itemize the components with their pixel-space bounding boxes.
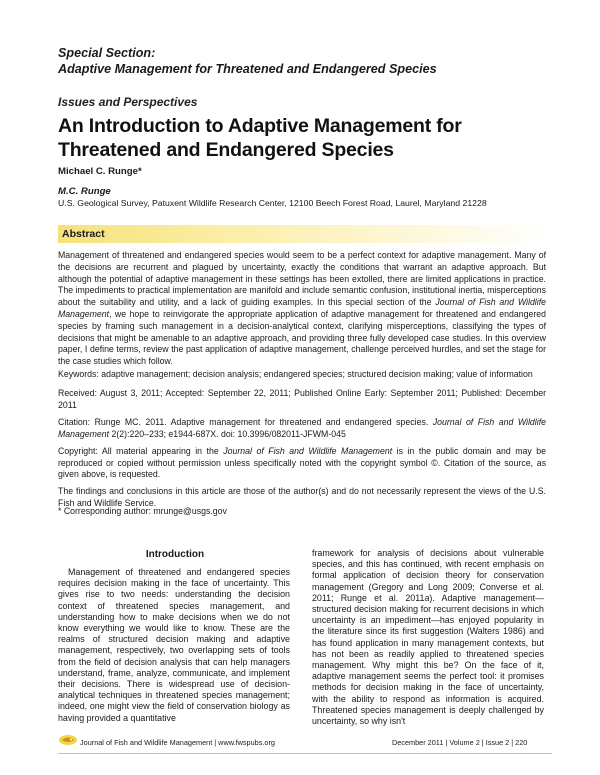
affiliation-address: U.S. Geological Survey, Patuxent Wildlife Research Center, 12100 Beech Forest Road, Laurel, Maryland 21228: [58, 198, 487, 208]
footer-journal: Journal of Fish and Wildlife Management | www.fwspubs.org: [80, 738, 275, 747]
affiliation-name: M.C. Runge: [58, 186, 111, 197]
intro-right-column: [312, 548, 544, 727]
article-category: Issues and Perspectives: [58, 95, 198, 109]
article-title: [58, 114, 558, 162]
author-name: Michael C. Runge*: [58, 166, 142, 177]
footer-issue: December 2011 | Volume 2 | Issue 2 | 220: [392, 738, 528, 747]
abstract-journal-name: Journal of Fish and Wildlife Management: [58, 297, 546, 319]
abstract-heading: Abstract: [62, 228, 105, 240]
citation: [58, 417, 546, 440]
journal-logo-icon: [58, 733, 78, 746]
citation-part-1: Citation: Runge MC. 2011. Adaptive management for threatened and endangered species.: [58, 417, 433, 427]
intro-left-column: Management of threatened and endangered species requires decision making in the face of uncertainty. This gives rise to two needs: understanding the decision context of threatened species management, and understanding how to make decisions when we do not know everything we would like to know. These are the realms of structured decision making and adaptive management, respectively, two overlapping sets of tools from the field of decision analysis that can help managers understand, frame, analyze, communicate, and implement their decisions. There is widespread use of decision-analytical techniques in threatened species management; indeed, one might view the field of conservation biology as having provided a quantitative: [58, 567, 290, 723]
introduction-heading: Introduction: [145, 549, 205, 560]
right-italic-a: a: [424, 592, 430, 603]
right-part-2: ). Adaptive management—structured decision making for recurrent decisions in which uncertainty is an impediment—has enjoyed popularity in the literature since its first suggestion (Walters 1986) and has found application in many management contexts, but has not been as readily applied to threatened species management. Why might this be? On the face of it, adaptive management seems the perfect tool: it promises methods for decision making in the face of uncertainty, with the ability to respond as information is acquired. Threatened species management is deeply challenged by uncertainty, so why isn't: [312, 592, 544, 727]
keywords: Keywords: adaptive management; decision analysis; endangered species; structured decision making; value of information: [58, 369, 533, 379]
title-line-2: Threatened and Endangered Species: [58, 139, 394, 161]
title-line-1: An Introduction to Adaptive Management for: [58, 115, 462, 137]
copyright-journal: Journal of Fish and Wildlife Management: [223, 446, 393, 456]
copyright: [58, 446, 546, 481]
copyright-part-1: Copyright: All material appearing in the: [58, 446, 224, 456]
abstract-header-band: [58, 225, 552, 243]
abstract-part-2: , we hope to reinvigorate the appropriate application of adaptive management for threatened and endangered species by framing such management in a decision-analytical context, clarifying misperceptions, classifying the types of decisions that might be amenable to an adaptive approach, and providing three fully developed case studies. In this overview paper, I define terms, review the past application of adaptive management, challenge perceived hurdles, and set the stage for the case studies which follow.: [58, 308, 546, 367]
citation-journal: Journal of Fish and Wildlife Management: [58, 417, 546, 439]
footer-rule: [58, 753, 552, 754]
received-dates: Received: August 3, 2011; Accepted: September 22, 2011; Published Online Early: September 2011; Published: December 2011: [58, 388, 546, 410]
corresponding-author: * Corresponding author: mrunge@usgs.gov: [58, 506, 227, 516]
citation-part-2: 2(2):220–233; e1944-687X. doi: 10.3996/082011-JFWM-045: [109, 428, 346, 439]
copyright-part-2: is in the public domain and may be reproduced or copied without permission unless specifically noted with the copyright symbol ©. Citation of the source, as given above, is requested.: [58, 446, 546, 479]
right-part-1: framework for analysis of decisions about vulnerable species, and this has continued, with recent emphasis on formal application of decision theory for conservation management (Gregory and Long 2009; Converse et al. 2011; Runge et al. 2011: [312, 548, 544, 603]
abstract-part-1: Management of threatened and endangered species would seem to be a perfect context for adaptive management. Many of the decisions are recurrent and plagued by uncertainty, exactly the conditions that warrant an adaptive approach. But although the potential of adaptive management in these settings has been extolled, there are limited applications in practice. The impediments to practical implementation are manifold and include semantic confusion, institutional inertia, misperceptions about the suitability and utility, and a lack of guiding examples. In this special section of the: [58, 250, 546, 308]
abstract-text: [58, 250, 546, 368]
section-title: Adaptive Management for Threatened and Endangered Species: [58, 62, 437, 76]
disclaimer: The findings and conclusions in this article are those of the author(s) and do not necessarily represent the views of the U.S. Fish and Wildlife Service.: [58, 486, 546, 508]
special-section-label: Special Section:: [58, 46, 156, 60]
